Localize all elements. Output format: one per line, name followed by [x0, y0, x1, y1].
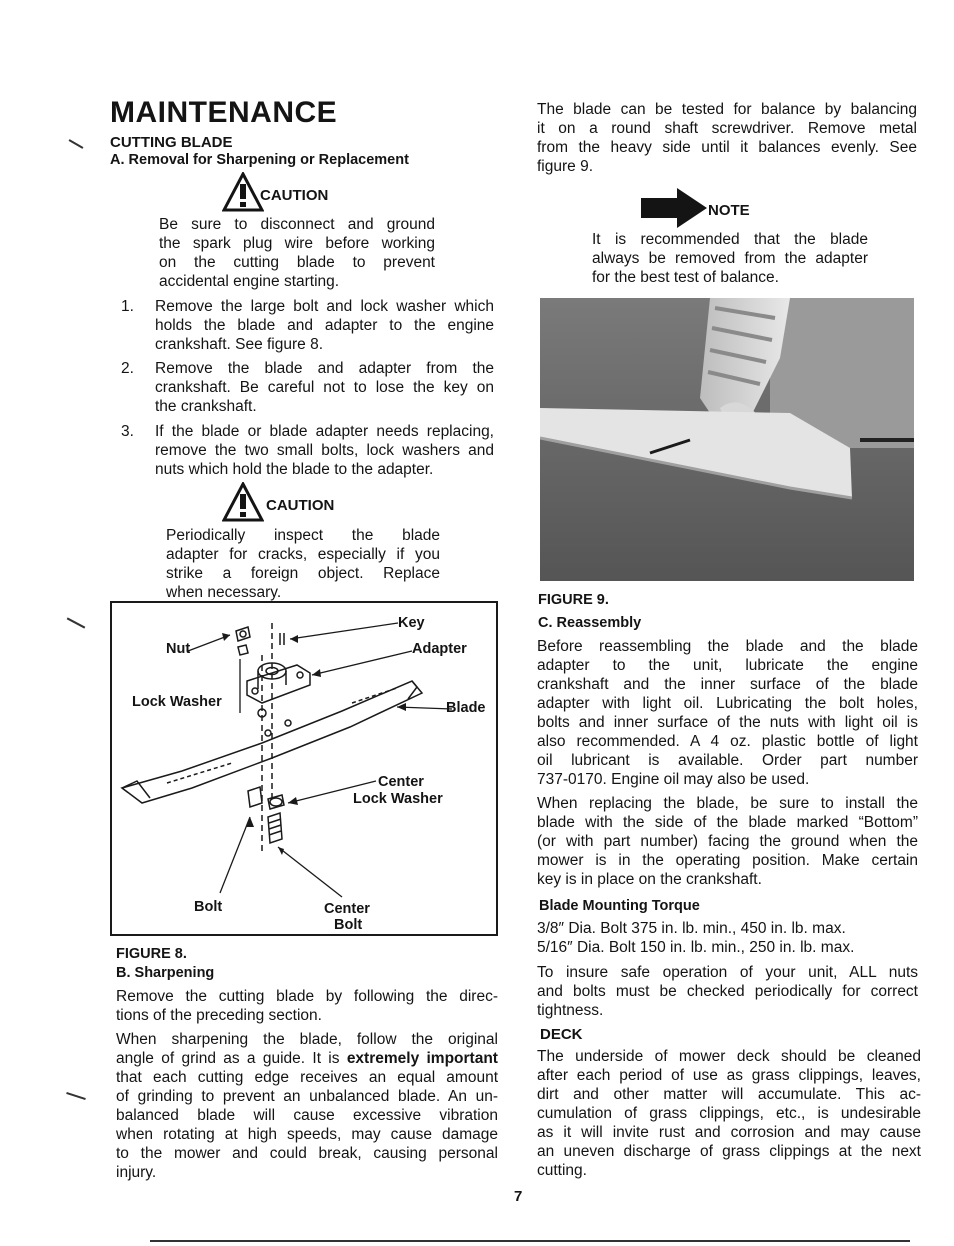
- text-line: balanced blade will cause excessive vibration: [116, 1107, 498, 1124]
- text-line: blade with the side of the blade marked “Bottom”: [537, 814, 918, 831]
- label-center-bolt: Center: [324, 901, 370, 917]
- step-line: crankshaft. Be careful not to lose the key on: [155, 379, 494, 396]
- text-line: from the heavy side until it balances evenly. See: [537, 139, 917, 156]
- caution-heading: CAUTION: [260, 187, 329, 204]
- margin-mark: [66, 1092, 86, 1100]
- text-line: dirt and other matter will accumulate. This ac-: [537, 1086, 921, 1103]
- step-3: [121, 422, 494, 482]
- step-line: holds the blade and adapter to the engine: [155, 317, 494, 334]
- label-center-bolt: Bolt: [334, 917, 363, 933]
- arrow-pointer-icon: [641, 188, 709, 228]
- margin-mark: [67, 617, 86, 628]
- text-line: and bolts must be checked periodically for correct: [537, 983, 918, 1000]
- text-line: To insure safe operation of your unit, ALL nuts: [537, 964, 918, 981]
- caution-line: the spark plug wire before working: [159, 235, 435, 252]
- label-key: Key: [398, 615, 425, 631]
- label-center-lock-washer: Lock Washer: [353, 791, 443, 807]
- step-number: 3.: [121, 423, 134, 440]
- step-line: the crankshaft.: [155, 398, 257, 415]
- page-number: 7: [514, 1188, 523, 1205]
- step-line: crankshaft. See figure 8.: [155, 336, 324, 353]
- text-line: bolts and inner surface of the nuts with light oil is: [537, 714, 918, 731]
- warning-triangle-icon: [222, 482, 264, 522]
- figure-9-photo: [540, 298, 914, 581]
- text-line: adapter with light oil. Lubricating the bolt holes,: [537, 695, 918, 712]
- text-line: The underside of mower deck should be cleaned: [537, 1048, 921, 1065]
- label-lock-washer: Lock Washer: [132, 694, 222, 710]
- text-line: it on a round shaft screwdriver. Remove metal: [537, 120, 917, 137]
- sharpening-paragraph-2: [116, 1030, 498, 1182]
- text-run: angle of grind as a guide. It is: [116, 1050, 347, 1067]
- text-line: Remove the cutting blade by following the direc-: [116, 988, 498, 1005]
- safety-paragraph: [537, 963, 918, 1020]
- reassembly-paragraph-2: [537, 794, 918, 889]
- text-line: that each cutting edge receives an equal amount: [116, 1069, 498, 1086]
- text-line: tions of the preceding section.: [116, 1007, 322, 1024]
- text-line: 5/16″ Dia. Bolt 150 in. lb. min., 250 in. lb. max.: [537, 939, 855, 956]
- figure-8-caption: FIGURE 8.: [116, 946, 187, 962]
- figure-8-diagram: [110, 601, 498, 936]
- torque-heading: Blade Mounting Torque: [539, 898, 700, 914]
- label-bolt: Bolt: [194, 899, 223, 915]
- text-line: after each period of use as grass clippings, leaves,: [537, 1067, 921, 1084]
- reassembly-paragraph-1: [537, 637, 918, 789]
- text-line: of grinding to prevent an unbalanced blade. An un-: [116, 1088, 498, 1105]
- caution-text: [166, 526, 440, 602]
- label-nut: Nut: [166, 641, 191, 657]
- margin-mark: [69, 139, 84, 149]
- torque-values: [537, 919, 918, 957]
- caution-line: when necessary.: [166, 584, 282, 601]
- text-line: adapter to the unit, lubricate the engine: [537, 657, 918, 674]
- text-line: It is recommended that the blade: [592, 231, 868, 248]
- balance-paragraph: [537, 100, 917, 176]
- step-number: 2.: [121, 360, 134, 377]
- page-title: MAINTENANCE: [110, 96, 338, 129]
- text-line: to the mower and could break, causing personal: [116, 1145, 498, 1162]
- step-line: If the blade or blade adapter needs replacing,: [155, 423, 494, 440]
- text-line: always be removed from the adapter: [592, 250, 868, 267]
- caution-line: strike a foreign object. Replace: [166, 565, 440, 582]
- emphasis-text: extremely important: [346, 1050, 498, 1067]
- text-line: figure 9.: [537, 158, 594, 175]
- text-line: 3/8″ Dia. Bolt 375 in. lb. min., 450 in. lb. max.: [537, 920, 846, 937]
- step-line: Remove the large bolt and lock washer which: [155, 298, 494, 315]
- text-line: cumulation of grass clippings, etc., is undesirable: [537, 1105, 921, 1122]
- deck-paragraph: [537, 1047, 921, 1180]
- text-line: Before reassembling the blade and the blade: [537, 638, 918, 655]
- caution-line: Be sure to disconnect and ground: [159, 216, 435, 233]
- text-line: when rotating at high speeds, may cause damage: [116, 1126, 498, 1143]
- step-1: [121, 297, 494, 357]
- text-line: crankshaft and the inner surface of the blade: [537, 676, 918, 693]
- text-line: [116, 1049, 498, 1068]
- caution-heading: CAUTION: [266, 497, 335, 514]
- text-line: mower is in the operating position. Make certain: [537, 852, 918, 869]
- caution-line: accidental engine starting.: [159, 273, 340, 290]
- note-heading: NOTE: [708, 202, 750, 219]
- subsection-a-heading: A. Removal for Sharpening or Replacement: [110, 152, 409, 168]
- caution-line: adapter for cracks, especially if you: [166, 546, 440, 563]
- step-line: Remove the blade and adapter from the: [155, 360, 494, 377]
- label-adapter: Adapter: [412, 641, 467, 657]
- note-text: [592, 230, 868, 287]
- warning-triangle-icon: [222, 172, 264, 212]
- deck-heading: DECK: [540, 1026, 583, 1043]
- text-line: (or with part number) facing the ground when the: [537, 833, 918, 850]
- label-center-lock-washer: Center: [378, 774, 424, 790]
- text-line: key is in place on the crankshaft.: [537, 871, 762, 888]
- bottom-rule: [150, 1240, 910, 1242]
- subsection-c-heading: C. Reassembly: [538, 615, 642, 631]
- blade-balance-photo: [540, 298, 914, 581]
- caution-text: [159, 215, 435, 291]
- sharpening-paragraph-1: [116, 987, 498, 1025]
- text-line: When sharpening the blade, follow the original: [116, 1031, 498, 1048]
- text-line: tightness.: [537, 1002, 604, 1019]
- text-line: for the best test of balance.: [592, 269, 779, 286]
- text-line: as it will invite rust and corrosion and may cause: [537, 1124, 921, 1141]
- text-line: also recommended. A 4 oz. plastic bottle of light: [537, 733, 918, 750]
- text-line: oil lubricant is available. Order part number: [537, 752, 918, 769]
- caution-line: Periodically inspect the blade: [166, 527, 440, 544]
- step-number: 1.: [121, 298, 134, 315]
- step-line: remove the two small bolts, lock washers and: [155, 442, 494, 459]
- subsection-b-heading: B. Sharpening: [116, 965, 215, 981]
- text-line: When replacing the blade, be sure to install the: [537, 795, 918, 812]
- figure-9-caption: FIGURE 9.: [538, 592, 609, 608]
- text-line: cutting.: [537, 1162, 587, 1179]
- step-line: nuts which hold the blade to the adapter.: [155, 461, 434, 478]
- text-line: injury.: [116, 1164, 157, 1181]
- text-line: an uneven discharge of grass clippings at the next: [537, 1143, 921, 1160]
- text-line: 737-0170. Engine oil may also be used.: [537, 771, 810, 788]
- step-2: [121, 359, 494, 419]
- caution-line: on the cutting blade to prevent: [159, 254, 435, 271]
- section-heading: CUTTING BLADE: [110, 134, 233, 151]
- label-blade: Blade: [446, 700, 486, 716]
- text-line: The blade can be tested for balance by balancing: [537, 101, 917, 118]
